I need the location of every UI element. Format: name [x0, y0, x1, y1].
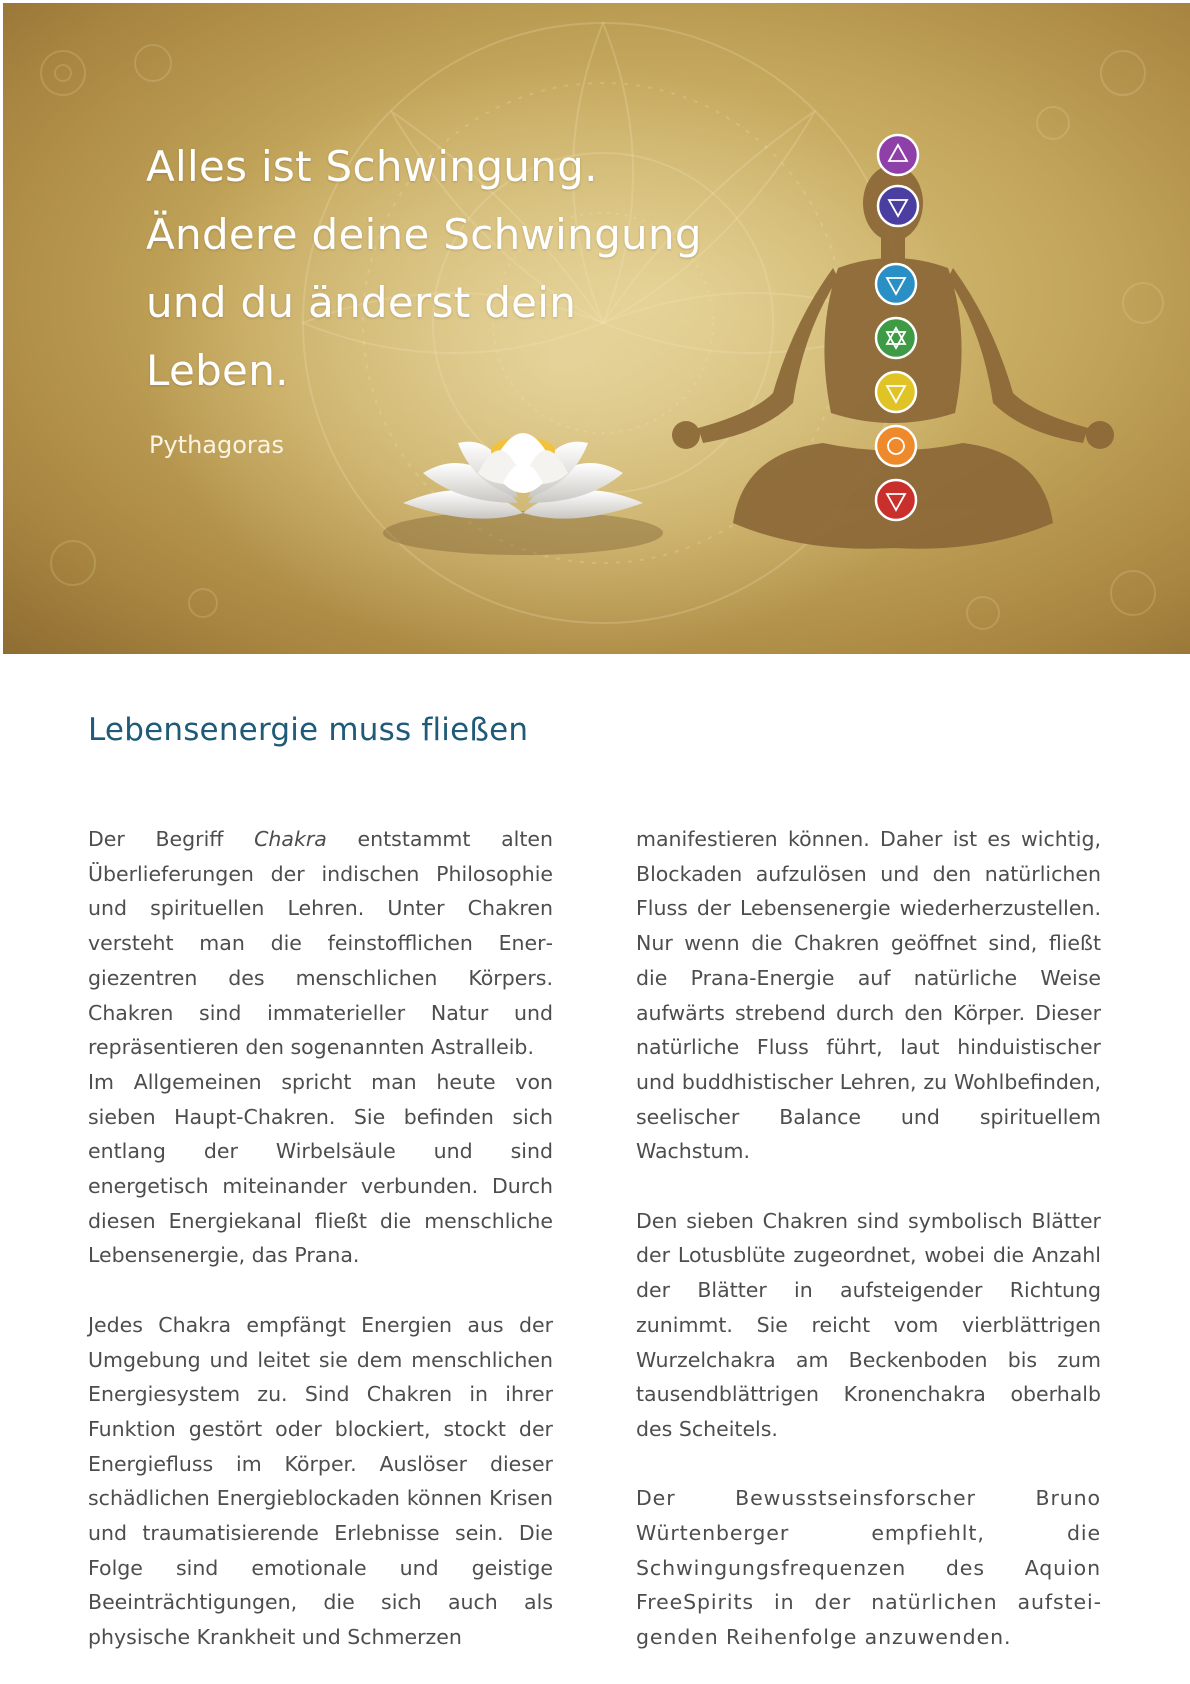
third-eye-chakra-icon — [878, 186, 918, 226]
quote-line: Ändere deine Schwingung — [146, 210, 702, 259]
quote-line: und du änderst dein — [146, 278, 577, 327]
throat-chakra-icon — [876, 264, 916, 304]
paragraph: Im Allgemeinen spricht man heute von sieben Haupt-Chakren. Sie befinden sich entlang der Wirbelsäule und sind energetisch miteinander verbunden. Durch diesen Energiekanal fließt die menschliche Lebensenergie, das Prana. — [88, 1069, 553, 1268]
sacral-chakra-icon — [876, 426, 916, 466]
section-title: Lebensenergie muss fließen — [88, 712, 529, 748]
root-chakra-icon — [876, 480, 916, 520]
paragraph: Jedes Chakra empfängt Energien aus der Umgebung und leitet sie dem menschlichen Energiesystem zu. Sind Chakren in ihrer Funktion gestört oder blockiert, stockt der Energiefluss im Körper. Auslöser dieser schädlichen Energieblockaden können Krisen und traumatisierende Erlebnisse sein. Die Folge sind emotionale und geistige Beeinträchtigungen, die sich auch als physische Krankheit und Schmerzen — [88, 1312, 553, 1650]
quote-line: Alles ist Schwingung. — [146, 142, 598, 191]
text-run: Der Begriff — [88, 827, 255, 851]
paragraph — [88, 822, 553, 1065]
hero-quote — [146, 133, 702, 405]
solar-plexus-chakra-icon — [876, 372, 916, 412]
text-column-left — [88, 822, 553, 1655]
paragraph: Den sieben Chakren sind symbolisch Blätter der Lotusblüte zugeordnet, wobei die Anzahl der Blätter in aufsteigender Richtung zunimmt. Sie reicht vom vierblättrigen Wurzelchakra am Beckenboden bis zum tausendblättrigen Kronenchakra oberhalb des Scheitels. — [636, 1208, 1101, 1441]
text-column-right — [636, 822, 1101, 1655]
quote-author: Pythagoras — [149, 431, 284, 459]
quote-line: Leben. — [146, 346, 289, 395]
hero-banner — [3, 3, 1190, 654]
crown-chakra-icon — [878, 135, 918, 175]
term-chakra: Chakra — [254, 827, 327, 851]
paragraph: manifestieren können. Daher ist es wichtig, Blockaden aufzulösen und den natürlichen Fluss der Lebensenergie wiederherzustellen. Nur wenn die Chakren geöffnet sind, fließt die Prana-Energie auf natürliche Weise aufwärts strebend durch den Körper. Dieser natürliche Fluss führt, laut hinduistischer und buddhistischer Lehren, zu Wohlbefinden, seelischer Balance und spirituellem Wachstum. — [636, 827, 1101, 1164]
paragraph: Der Bewusstseinsforscher Bruno Würtenberger empfiehlt, die Schwingungsfrequenzen des Aquion FreeSpirits in der natürlichen aufsteigenden Reihenfolge anzuwenden. — [636, 1486, 1101, 1650]
text-run: entstammt alten Überlieferungen der indischen Philosophie und spirituellen Lehren. Unter Chakren versteht man die feinstofflichen Energiezentren des menschlichen Körpers. Chakren sind immaterieller Natur und repräsentieren den sogenannten Astralleib. — [88, 827, 553, 1060]
heart-chakra-icon — [876, 318, 916, 358]
